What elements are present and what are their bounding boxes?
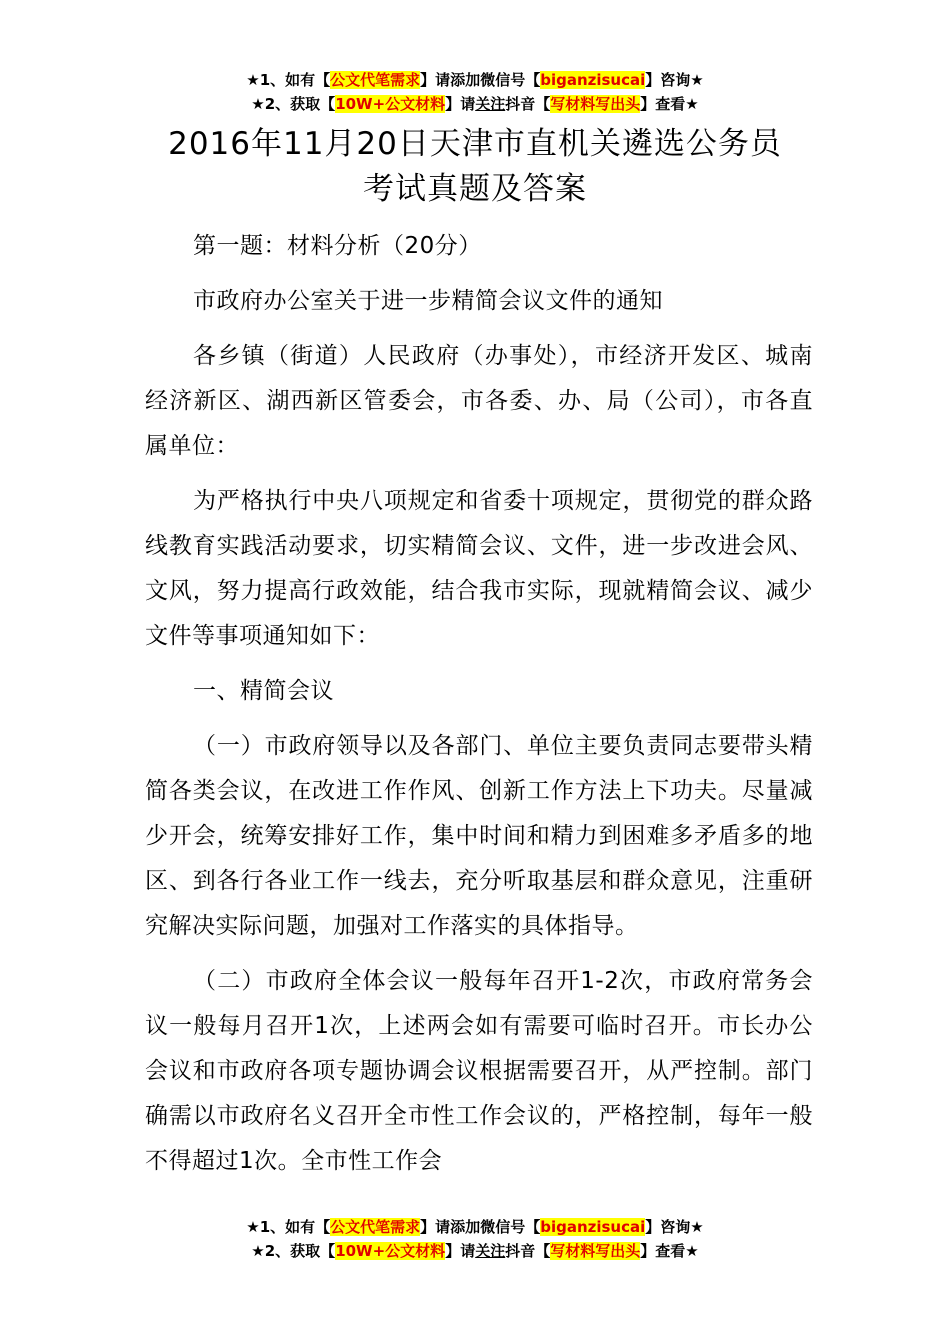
subsection-heading: 一、精简会议 bbox=[193, 678, 334, 704]
highlight-service: 公文代笔需求 bbox=[330, 1218, 421, 1236]
highlight-materials: 10W+公文材料 bbox=[335, 1242, 446, 1260]
body-paragraph: 为严格执行中央八项规定和省委十项规定，贯彻党的群众路线教育实践活动要求，切实精简会议、文件，进一步改进会风、文风，努力提高行政效能，结合我市实际，现就精简会议、减少文件等事项通知如下： bbox=[145, 488, 813, 649]
document-title bbox=[0, 122, 950, 212]
body-paragraph: （一）市政府领导以及各部门、单位主要负责同志要带头精简各类会议，在改进工作作风、创新工作方法上下功夫。尽量减少开会，统筹安排好工作，集中时间和精力到困难多矛盾多的地区、到各行各业工作一线去，充分听取基层和群众意见，注重研究解决实际问题，加强对工作落实的具体指导。 bbox=[145, 733, 813, 939]
highlight-wechat-id: biganzisucai bbox=[540, 1218, 646, 1236]
promo-line-1: ★1、如有【公文代笔需求】请添加微信号【biganzisucai】咨询★ bbox=[246, 71, 704, 89]
section-heading: 第一题：材料分析（20分） bbox=[193, 233, 482, 259]
highlight-materials: 10W+公文材料 bbox=[335, 95, 446, 113]
notice-title: 市政府办公室关于进一步精简会议文件的通知 bbox=[193, 288, 663, 314]
top-promo-banner bbox=[0, 68, 950, 116]
title-line-1: 2016年11月20日天津市直机关遴选公务员 bbox=[168, 126, 782, 162]
highlight-douyin-account: 写材料写出头 bbox=[550, 1242, 641, 1260]
promo-line-2: ★2、获取【10W+公文材料】请关注抖音【写材料写出头】查看★ bbox=[251, 95, 699, 113]
document-body bbox=[145, 224, 813, 1194]
highlight-douyin-account: 写材料写出头 bbox=[550, 95, 641, 113]
title-line-2: 考试真题及答案 bbox=[363, 171, 587, 207]
promo-line-2: ★2、获取【10W+公文材料】请关注抖音【写材料写出头】查看★ bbox=[251, 1242, 699, 1260]
bottom-promo-banner bbox=[0, 1215, 950, 1263]
highlight-wechat-id: biganzisucai bbox=[540, 71, 646, 89]
highlight-service: 公文代笔需求 bbox=[330, 71, 421, 89]
body-paragraph: （二）市政府全体会议一般每年召开1-2次，市政府常务会议一般每月召开1次，上述两会如有需要可临时召开。市长办公会议和市政府各项专题协调会议根据需要召开，从严控制。部门确需以市政府名义召开全市性工作会议的，严格控制，每年一般不得超过1次。全市性工作会 bbox=[145, 968, 813, 1174]
promo-line-1: ★1、如有【公文代笔需求】请添加微信号【biganzisucai】咨询★ bbox=[246, 1218, 704, 1236]
addressee-paragraph: 各乡镇（街道）人民政府（办事处），市经济开发区、城南经济新区、湖西新区管委会，市各委、办、局（公司），市各直属单位： bbox=[145, 343, 813, 459]
